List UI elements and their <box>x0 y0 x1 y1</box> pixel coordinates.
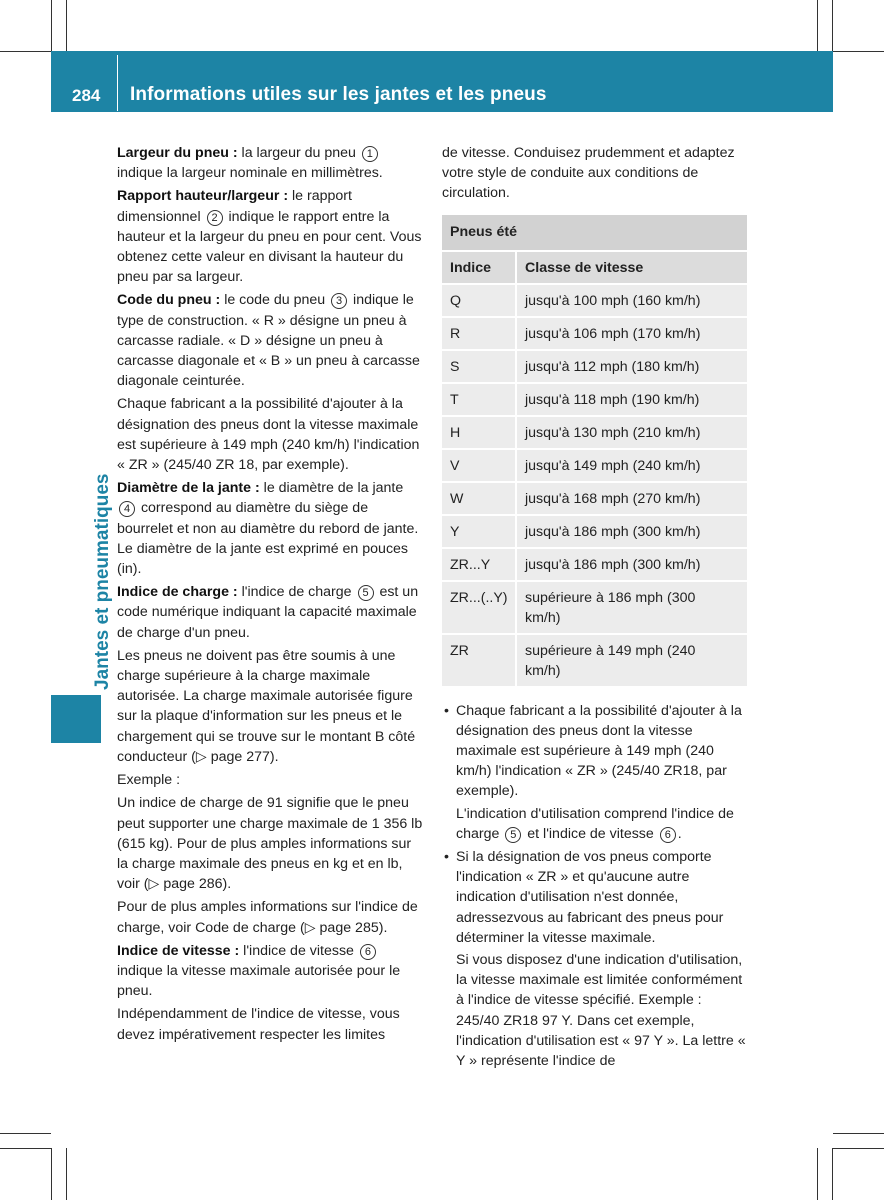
side-tab-block <box>51 695 101 743</box>
crop-mark <box>0 1148 51 1149</box>
crop-mark <box>817 0 818 51</box>
cell-speed: jusqu'à 186 mph (300 km/h) <box>516 548 747 581</box>
text: indique la vitesse maximale autorisée pour le pneu. <box>117 962 401 1000</box>
crop-mark <box>0 1133 51 1134</box>
speed-class-table <box>442 215 747 688</box>
crop-mark <box>833 1148 884 1149</box>
cell-index: ZR...Y <box>442 548 516 581</box>
callout-4-icon: 4 <box>119 501 135 517</box>
cell-speed: jusqu'à 112 mph (180 km/h) <box>516 350 747 383</box>
table-row <box>442 548 747 581</box>
text: est un code numérique indiquant la capacité maximale de charge d'un pneu. <box>117 584 419 641</box>
text: indique le type de construction. « R » désigne un pneu à carcasse radiale. « D » désigne un pneu à carcasse diagonale et « B » un pneu à carcasse diagonale ceinturée. <box>117 292 420 390</box>
callout-5-icon: 5 <box>358 585 374 601</box>
cell-index: ZR...(..Y) <box>442 581 516 634</box>
crop-mark <box>0 51 51 52</box>
paragraph-tire-width <box>117 143 423 183</box>
column-header-index: Indice <box>442 251 516 284</box>
term: Code du pneu : <box>117 292 221 309</box>
cell-speed: jusqu'à 106 mph (170 km/h) <box>516 317 747 350</box>
bullet-subtext <box>456 804 748 844</box>
bullet-text: • Chaque fabricant a la possibilité d'ajouter à la désignation des pneus dont la vitesse maximale est supérieure à 149 mph (240 km/h) l'indication « ZR » (245/40 ZR18, par exemple). <box>456 702 742 800</box>
table-row <box>442 515 747 548</box>
text: indique le rapport entre la hauteur et la largeur du pneu en pour cent. Vous obtenez cette valeur en divisant la hauteur du pneu par sa largeur. <box>117 208 422 286</box>
text: l'indice de vitesse <box>239 942 358 959</box>
text: correspond au diamètre du siège de bourrelet et non au diamètre du rebord de jante. Le diamètre de la jante est exprimé en pouces (in). <box>117 500 419 578</box>
column-header-speed: Classe de vitesse <box>516 251 747 284</box>
list-item <box>442 701 748 844</box>
cell-speed: jusqu'à 118 mph (190 km/h) <box>516 383 747 416</box>
list-item <box>442 847 748 1071</box>
crop-mark <box>832 1148 833 1200</box>
crop-mark <box>66 0 67 51</box>
term: Indice de charge : <box>117 584 238 601</box>
left-column <box>117 143 423 1048</box>
bullet-text: • Si la désignation de vos pneus comporte l'indication « ZR » et qu'aucune autre indication d'utilisation n'est donnée, adressezvous au fabricant des pneus pour déterminer la vitesse maximale. <box>456 849 724 946</box>
bullet-subtext: Si vous disposez d'une indication d'utilisation, la vitesse maximale est limitée conformément à l'indice de vitesse spécifié. Exemple : 245/40 ZR18 97 Y. Dans cet exemple, l'indication d'utilisation est « 97 Y ». La lettre « Y » représente l'indice de <box>456 952 746 1070</box>
cell-index: T <box>442 383 516 416</box>
text: la largeur du pneu <box>237 145 360 161</box>
text: et l'indice de vitesse <box>523 825 658 842</box>
cell-index: R <box>442 317 516 350</box>
table-row <box>442 350 747 383</box>
table-row <box>442 416 747 449</box>
callout-6-icon: 6 <box>360 944 376 960</box>
term: Indice de vitesse : <box>117 942 240 959</box>
crop-mark <box>833 51 884 52</box>
cell-index: V <box>442 449 516 482</box>
text: indique la largeur nominale en millimètres. <box>117 165 383 182</box>
text: L'indication d'utilisation comprend l'indice de charge <box>456 805 734 842</box>
table-row <box>442 449 747 482</box>
paragraph-load-ref: Pour de plus amples informations sur l'indice de charge, voir Code de charge (▷ page 285). <box>117 899 418 936</box>
callout-5-icon: 5 <box>505 827 521 843</box>
table-row <box>442 383 747 416</box>
paragraph-load-index <box>117 582 423 643</box>
term: Rapport hauteur/largeur : <box>117 188 289 205</box>
paragraph-speed-index <box>117 941 423 1002</box>
crop-mark <box>51 0 52 51</box>
cell-speed: supérieure à 186 mph (300 km/h) <box>516 581 747 634</box>
paragraph-rim-diameter <box>117 478 423 579</box>
crop-mark <box>66 1148 67 1200</box>
page-title: Informations utiles sur les jantes et les pneus <box>130 84 547 105</box>
term: Diamètre de la jante : <box>117 480 260 497</box>
callout-3-icon: 3 <box>331 293 347 309</box>
right-column <box>442 143 748 1074</box>
cell-speed: jusqu'à 130 mph (210 km/h) <box>516 416 747 449</box>
text: le rapport dimensionnel <box>117 188 352 225</box>
cell-index: W <box>442 482 516 515</box>
page-number: 284 <box>72 86 101 105</box>
text: l'indice de charge <box>237 584 356 601</box>
cell-speed: jusqu'à 186 mph (300 km/h) <box>516 515 747 548</box>
table-row <box>442 482 747 515</box>
callout-1-icon: 1 <box>362 146 378 162</box>
paragraph-aspect-ratio <box>117 186 423 287</box>
crop-mark <box>832 0 833 51</box>
table-caption: Pneus été <box>442 215 747 251</box>
table-row <box>442 634 747 687</box>
paragraph-zr-note: Chaque fabricant a la possibilité d'ajouter à la désignation des pneus dont la vitesse maximale est supérieure à 149 mph (240 km/h) l'indication « ZR » (245/40 ZR 18, par exemple). <box>117 396 420 474</box>
cell-speed: jusqu'à 168 mph (270 km/h) <box>516 482 747 515</box>
cell-index: H <box>442 416 516 449</box>
cell-index: Y <box>442 515 516 548</box>
paragraph-example-label: Exemple : <box>117 772 181 789</box>
table-row <box>442 284 747 317</box>
callout-6-icon: 6 <box>660 827 676 843</box>
table-row <box>442 581 747 634</box>
side-tab-title: Jantes et pneumatiques <box>92 473 113 690</box>
bullet-list <box>442 701 748 1072</box>
paragraph-example: Un indice de charge de 91 signifie que le pneu peut supporter une charge maximale de 1 356 lb (615 kg). Pour de plus amples informations sur la charge maximale des pneus en kg et en lb, voir (▷ page 286). <box>117 795 423 893</box>
paragraph-tire-code <box>117 290 423 391</box>
callout-2-icon: 2 <box>207 210 223 226</box>
paragraph-max-load: Les pneus ne doivent pas être soumis à une charge supérieure à la charge maximale autorisée. La charge maximale autorisée figure sur la plaque d'information sur les pneus et le chargement qui se trouve sur le montant B côté conducteur (▷ page 277). <box>117 647 416 765</box>
cell-speed: supérieure à 149 mph (240 km/h) <box>516 634 747 687</box>
cell-speed: jusqu'à 100 mph (160 km/h) <box>516 284 747 317</box>
paragraph-speed-limits: Indépendamment de l'indice de vitesse, vous devez impérativement respecter les limites <box>117 1006 400 1043</box>
header-divider <box>117 55 118 111</box>
crop-mark <box>817 1148 818 1200</box>
text: . <box>677 825 682 842</box>
text: le diamètre de la jante <box>259 480 404 497</box>
cell-index: S <box>442 350 516 383</box>
crop-mark <box>51 1148 52 1200</box>
cell-speed: jusqu'à 149 mph (240 km/h) <box>516 449 747 482</box>
cell-index: ZR <box>442 634 516 687</box>
cell-index: Q <box>442 284 516 317</box>
paragraph-intro: de vitesse. Conduisez prudemment et adaptez votre style de conduite aux conditions de circulation. <box>442 145 735 202</box>
term: Largeur du pneu : <box>117 145 238 161</box>
text: le code du pneu <box>220 292 330 309</box>
crop-mark <box>833 1133 884 1134</box>
table-row <box>442 317 747 350</box>
